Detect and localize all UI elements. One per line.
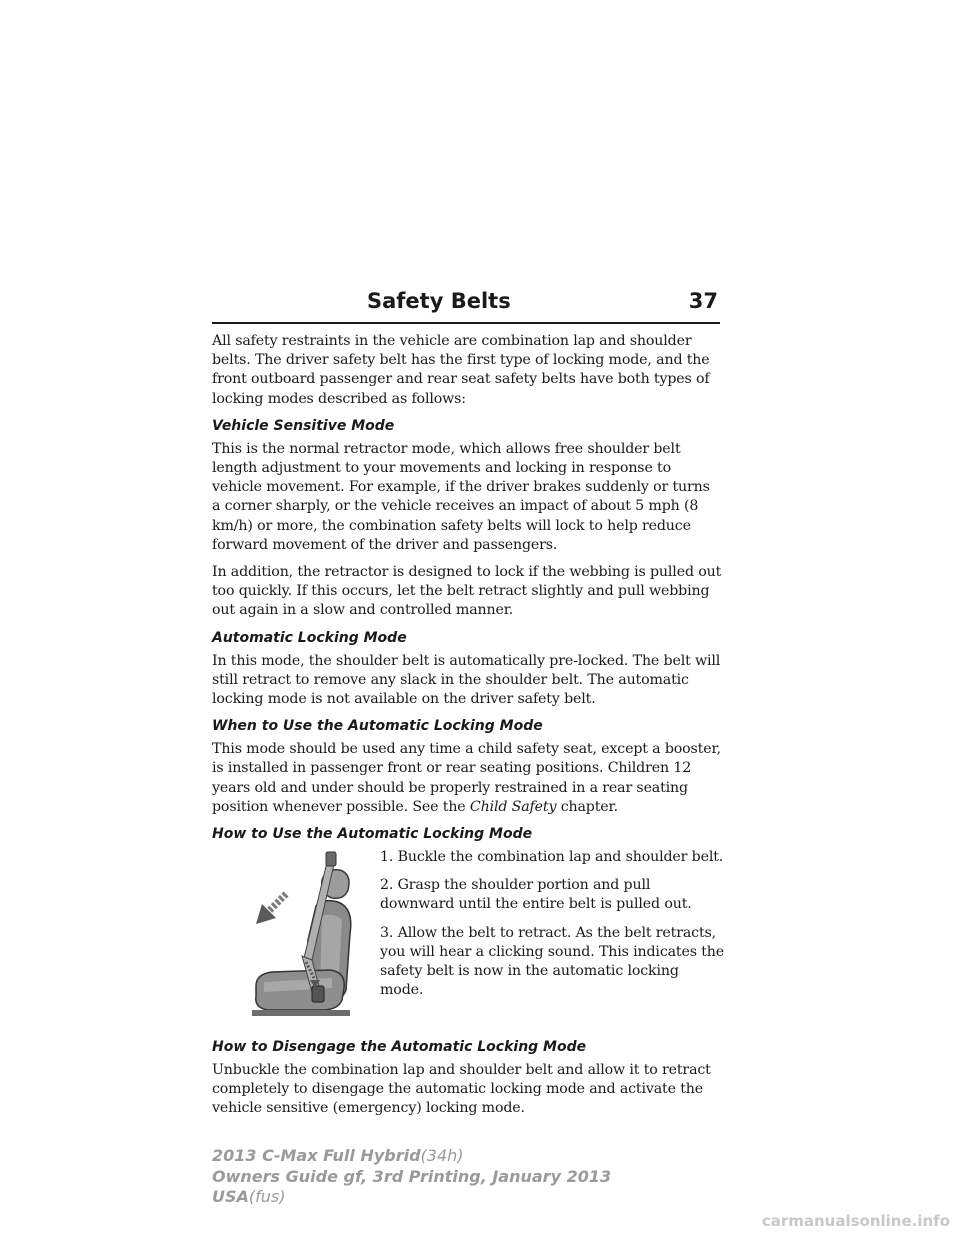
intro-paragraph: All safety restraints in the vehicle are combination lap and shoulder belts. The driver safety belt has the first type of locking mode, and the front outboard passenger and rear seat safety belts have both types of locking modes described as follows: [212, 333, 710, 407]
page-header [212, 286, 720, 324]
footer-line-1: 2013 C-Max Full Hybrid(34h) [212, 1146, 464, 1165]
child-safety-reference: Child Safety [469, 798, 557, 815]
section-title: Safety Belts [367, 289, 511, 313]
watermark: carmanualsonline.info [761, 1212, 950, 1230]
when-paragraph: This mode should be used any time a child safety seat, except a booster, is installed in passenger front or rear seating positions. Children 12 years old and under should be properly restrained in a rear seating position whenever possible. See the Child Safety chapter. [212, 741, 721, 815]
heading-vehicle-sensitive-mode: Vehicle Sensitive Mode [212, 417, 395, 434]
page-footer [212, 1146, 611, 1208]
vsm-paragraph-1: This is the normal retractor mode, which allows free shoulder belt length adjustment to your movements and locking in response to vehicle movement. For example, if the driver brakes suddenly or turns a corner sharply, or the vehicle receives an impact of about 5 mph (8 km/h) or more, the combination safety belts will lock to help reduce forward movement of the driver and passengers. [212, 440, 710, 553]
seat-belt-illustration-icon [242, 850, 372, 1020]
heading-when-to-use: When to Use the Automatic Locking Mode [212, 718, 543, 735]
step-1: 1. Buckle the combination lap and shoulder belt. [380, 849, 724, 866]
page-content [212, 332, 725, 1127]
disengage-paragraph: Unbuckle the combination lap and shoulder belt and allow it to retract completely to disengage the automatic locking mode and activate the vehicle sensitive (emergency) locking mode. [212, 1062, 711, 1117]
step-3: 3. Allow the belt to retract. As the belt retracts, you will hear a clicking sound. This indicates the safety belt is now in the automatic locking mode. [380, 924, 725, 999]
step-2: 2. Grasp the shoulder portion and pull downward until the entire belt is pulled out. [380, 877, 692, 913]
heading-how-to-use: How to Use the Automatic Locking Mode [212, 826, 533, 843]
footer-line-2: Owners Guide gf, 3rd Printing, January 2013 [212, 1166, 612, 1186]
footer-line-3: USA(fus) [212, 1187, 286, 1206]
steps-list [380, 848, 725, 1009]
page-number: 37 [688, 289, 718, 313]
alm-paragraph: In this mode, the shoulder belt is automatically pre-locked. The belt will still retract to remove any slack in the shoulder belt. The automatic locking mode is not available on the driver safety belt. [212, 652, 721, 708]
how-to-use-section [212, 848, 725, 1026]
heading-how-to-disengage: How to Disengage the Automatic Locking Mode [212, 1039, 587, 1056]
vsm-paragraph-2: In addition, the retractor is designed to lock if the webbing is pulled out too quickly. If this occurs, let the belt retract slightly and pull webbing out again in a slow and controlled manner. [212, 564, 722, 619]
heading-automatic-locking-mode: Automatic Locking Mode [212, 629, 407, 646]
